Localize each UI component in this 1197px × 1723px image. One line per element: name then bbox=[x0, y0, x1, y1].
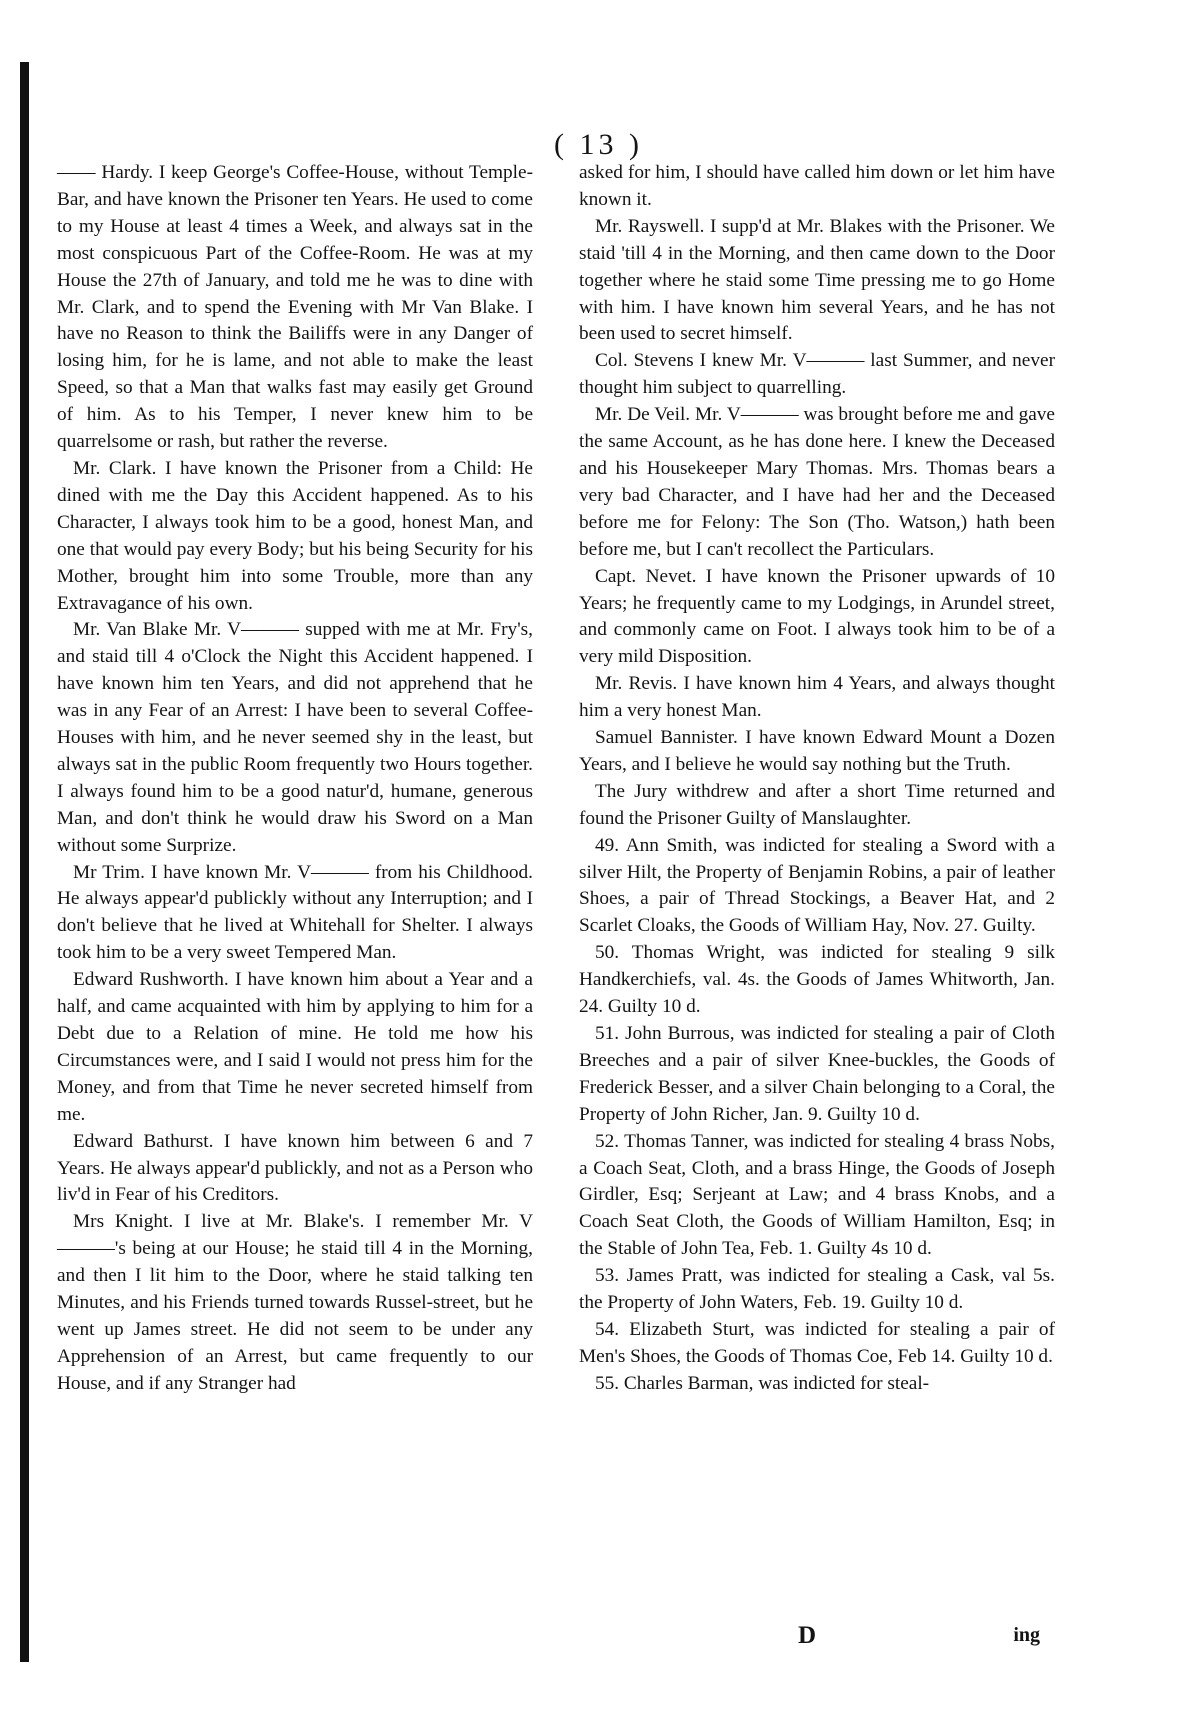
page-footer bbox=[780, 1622, 1040, 1652]
testimony-clark: Mr. Clark. I have known the Prisoner from a Child: He dined with me the Day this Accident happened. As to his Character, I always took him to be a good, honest Man, and one that would pay every Body; but his being Security for his Mother, brought him into some Trouble, more than any Extravagance of his own. bbox=[57, 457, 533, 614]
testimony-trim: Mr Trim. I have known Mr. V——— from his Childhood. He always appear'd publickly without any Interruption; and I don't believe that he lived at Whitehall for Shelter. I always took him to be a very sweet Tempered Man. bbox=[57, 861, 533, 964]
testimony-revis: Mr. Revis. I have known him 4 Years, and always thought him a very honest Man. bbox=[579, 673, 1055, 722]
testimony-hardy: —— Hardy. I keep George's Coffee-House, without Temple-Bar, and have known the Prisoner ten Years. He used to come to my House at least 4 times a Week, and always sat in the most conspicuous Part of the Coffee-Room. He was at my House the 27th of January, and told me he was to dine with Mr. Clark, and to spend the Evening with Mr Van Blake. I have no Reason to think the Bailiffs were in any Danger of losing him, for he is lame, and not able to make the least Speed, so that a Man that walks fast may easily get Ground of him. As to his Temper, I never knew him to be quarrelsome or rash, but rather the reverse. bbox=[57, 162, 533, 453]
testimony-rayswell: Mr. Rayswell. I supp'd at Mr. Blakes with the Prisoner. We staid 'till 4 in the Morning, and then came down to the Door together where he staid some Time pressing me to go Home with him. I have known him several Years, and he has not been used to secret himself. bbox=[579, 215, 1055, 345]
page-edge-shadow bbox=[20, 62, 29, 1662]
verdict-paragraph: The Jury withdrew and after a short Time returned and found the Prisoner Guilty of Manslaughter. bbox=[579, 780, 1055, 829]
testimony-de-veil: Mr. De Veil. Mr. V——— was brought before me and gave the same Account, as he has done here. I knew the Deceased and his Housekeeper Mary Thomas. Mrs. Thomas bears a very bad Character, and I have had her and the Deceased before me for Felony: The Son (Tho. Watson,) hath been before me, but I can't recollect the Particulars. bbox=[579, 404, 1055, 560]
page-number: ( 13 ) bbox=[554, 128, 643, 161]
testimony-bathurst: Edward Bathurst. I have known him between 6 and 7 Years. He always appear'd publickly, and not as a Person who liv'd in Fear of his Creditors. bbox=[57, 1130, 533, 1206]
testimony-rushworth: Edward Rushworth. I have known him about a Year and a half, and came acquainted with him by applying to him for a Debt due to a Relation of mine. He told me how his Circumstances were, and I said I would not press him for the Money, and from that Time he never secreted himself from me. bbox=[57, 969, 533, 1125]
case-55: 55. Charles Barman, was indicted for steal- bbox=[595, 1372, 930, 1394]
catch-word: ing bbox=[1013, 1624, 1040, 1646]
case-50: 50. Thomas Wright, was indicted for stealing 9 silk Handkerchiefs, val. 4s. the Goods of James Whitworth, Jan. 24. Guilty 10 d. bbox=[579, 942, 1055, 1018]
case-52: 52. Thomas Tanner, was indicted for stealing 4 brass Nobs, a Coach Seat, Cloth, and a brass Hinge, the Goods of Joseph Girdler, Esq; Serjeant at Law; and 4 brass Knobs, and a Coach Seat Cloth, the Goods of William Hamilton, Esq; in the Stable of John Tea, Feb. 1. Guilty 4s 10 d. bbox=[579, 1130, 1055, 1260]
testimony-stevens: Col. Stevens I knew Mr. V——— last Summer, and never thought him subject to quarrelling. bbox=[579, 350, 1055, 399]
right-column bbox=[579, 160, 1055, 1398]
testimony-bannister: Samuel Bannister. I have known Edward Mount a Dozen Years, and I believe he would say nothing but the Truth. bbox=[579, 727, 1055, 775]
case-51: 51. John Burrous, was indicted for stealing a pair of Cloth Breeches and a pair of silver Knee-buckles, the Goods of Frederick Besser, and a silver Chain belonging to a Coral, the Property of John Richer, Jan. 9. Guilty 10 d. bbox=[579, 1023, 1055, 1125]
case-53: 53. James Pratt, was indicted for stealing a Cask, val 5s. the Property of John Waters, Feb. 19. Guilty 10 d. bbox=[579, 1265, 1055, 1314]
left-column bbox=[57, 160, 533, 1398]
testimony-nevet: Capt. Nevet. I have known the Prisoner upwards of 10 Years; he frequently came to my Lodgings, in Arundel street, and commonly came on Foot. I always took him to be of a very mild Disposition. bbox=[579, 565, 1055, 668]
testimony-knight-continued: asked for him, I should have called him down or let him have known it. bbox=[579, 162, 1055, 210]
testimony-van-blake: Mr. Van Blake Mr. V——— supped with me at Mr. Fry's, and staid till 4 o'Clock the Night this Accident happened. I have known him ten Years, and did not apprehend that he was in any Fear of an Arrest: I have been to several Coffee-Houses with him, and he never seemed shy in the least, but always sat in the public Room frequently two Hours together. I always found him to be a good natur'd, humane, generous Man, and don't think he would draw his Sword on a Man without some Surprize. bbox=[57, 619, 533, 856]
case-49: 49. Ann Smith, was indicted for stealing a Sword with a silver Hilt, the Property of Benjamin Robins, a pair of leather Shoes, a pair of Thread Stockings, a Beaver Hat, and 2 Scarlet Cloaks, the Goods of William Hay, Nov. 27. Guilty. bbox=[579, 834, 1055, 937]
signature-mark: D bbox=[798, 1622, 817, 1649]
case-54: 54. Elizabeth Sturt, was indicted for stealing a pair of Men's Shoes, the Goods of Thomas Coe, Feb 14. Guilty 10 d. bbox=[579, 1318, 1055, 1367]
testimony-knight: Mrs Knight. I live at Mr. Blake's. I remember Mr. V———'s being at our House; he staid till 4 in the Morning, and then I lit him to the Door, where he staid talking ten Minutes, and his Friends turned towards Russel-street, but he went up James street. He did not seem to be under any Apprehension of an Arrest, but came frequently to our House, and if any Stranger had bbox=[57, 1211, 533, 1394]
